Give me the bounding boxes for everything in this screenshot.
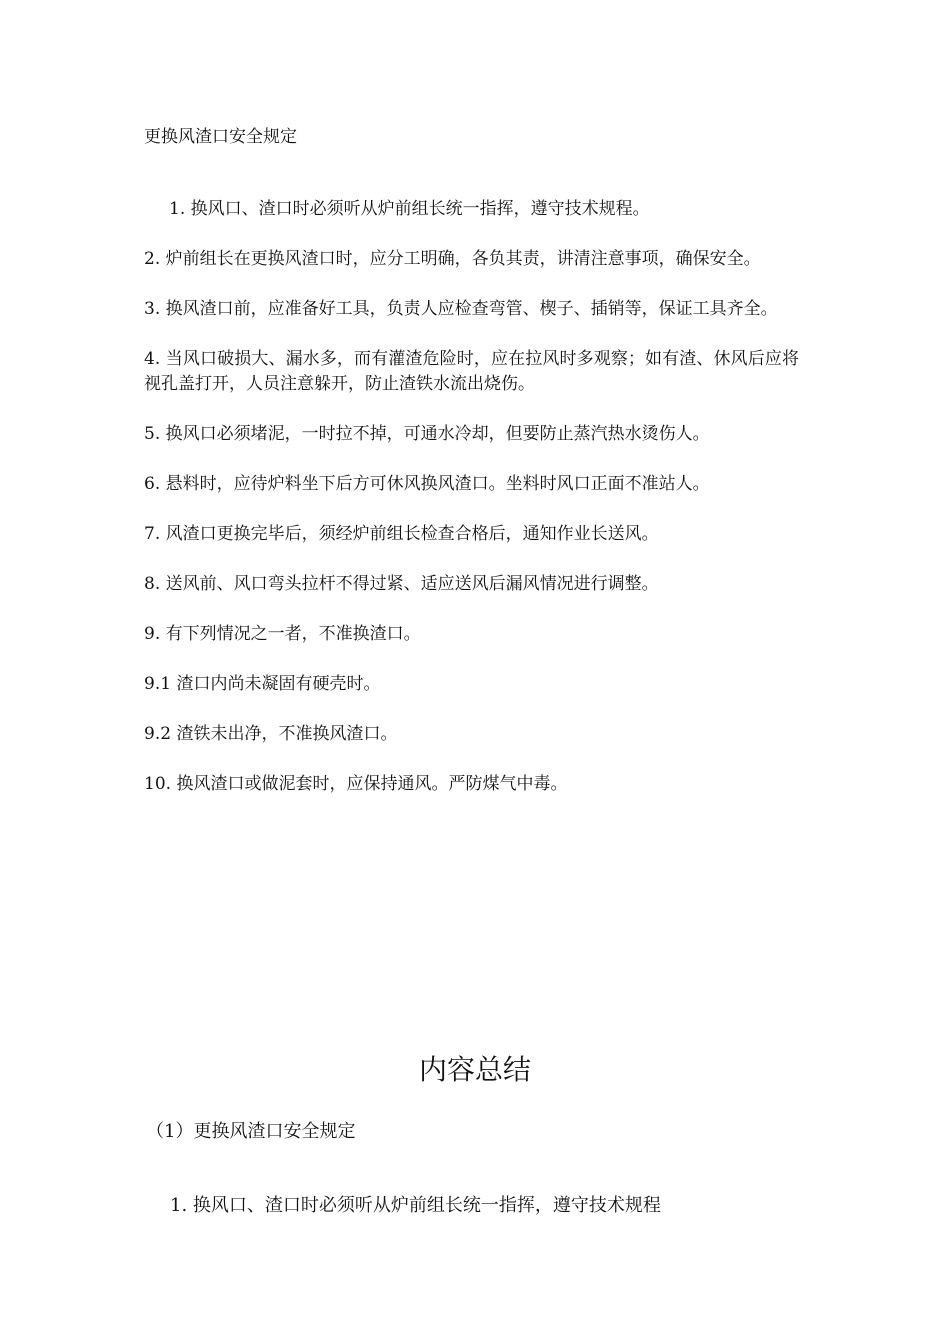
document-title: 更换风渣口安全规定 xyxy=(144,127,297,147)
summary-first-item: 1. 换风口、渣口时必须听从炉前组长统一指挥，遵守技术规程 xyxy=(170,1195,661,1216)
rule-item-9: 9. 有下列情况之一者，不准换渣口。 xyxy=(144,624,421,644)
rule-item-10: 10. 换风渣口或做泥套时，应保持通风。严防煤气中毒。 xyxy=(144,774,568,794)
summary-subtitle: （1）更换风渣口安全规定 xyxy=(146,1121,356,1142)
summary-heading: 内容总结 xyxy=(418,1053,531,1086)
rule-item-2: 2. 炉前组长在更换风渣口时，应分工明确，各负其责，讲清注意事项，确保安全。 xyxy=(144,249,761,269)
rule-item-9-1: 9.1 渣口内尚未凝固有硬壳时。 xyxy=(144,674,381,694)
rule-item-5: 5. 换风口必须堵泥，一时拉不掉，可通水冷却，但要防止蒸汽热水烫伤人。 xyxy=(144,424,710,444)
rule-item-9-2: 9.2 渣铁未出净，不准换风渣口。 xyxy=(144,724,398,744)
rule-item-7: 7. 风渣口更换完毕后，须经炉前组长检查合格后，通知作业长送风。 xyxy=(144,524,659,544)
rule-item-6: 6. 悬料时，应待炉料坐下后方可休风换风渣口。坐料时风口正面不准站人。 xyxy=(144,474,710,494)
rule-item-1: 1. 换风口、渣口时必须听从炉前组长统一指挥，遵守技术规程。 xyxy=(169,199,650,219)
rules-list xyxy=(144,197,799,822)
rule-item-3: 3. 换风渣口前，应准备好工具，负责人应检查弯管、楔子、插销等，保证工具齐全。 xyxy=(144,299,778,319)
rule-item-4: 4. 当风口破损大、漏水多，而有灌渣危险时，应在拉风时多观察；如有渣、休风后应将视孔盖打开，人员注意躲开，防止渣铁水流出烧伤。 xyxy=(144,349,799,394)
rule-item-8: 8. 送风前、风口弯头拉杆不得过紧、适应送风后漏风情况进行调整。 xyxy=(144,574,659,594)
